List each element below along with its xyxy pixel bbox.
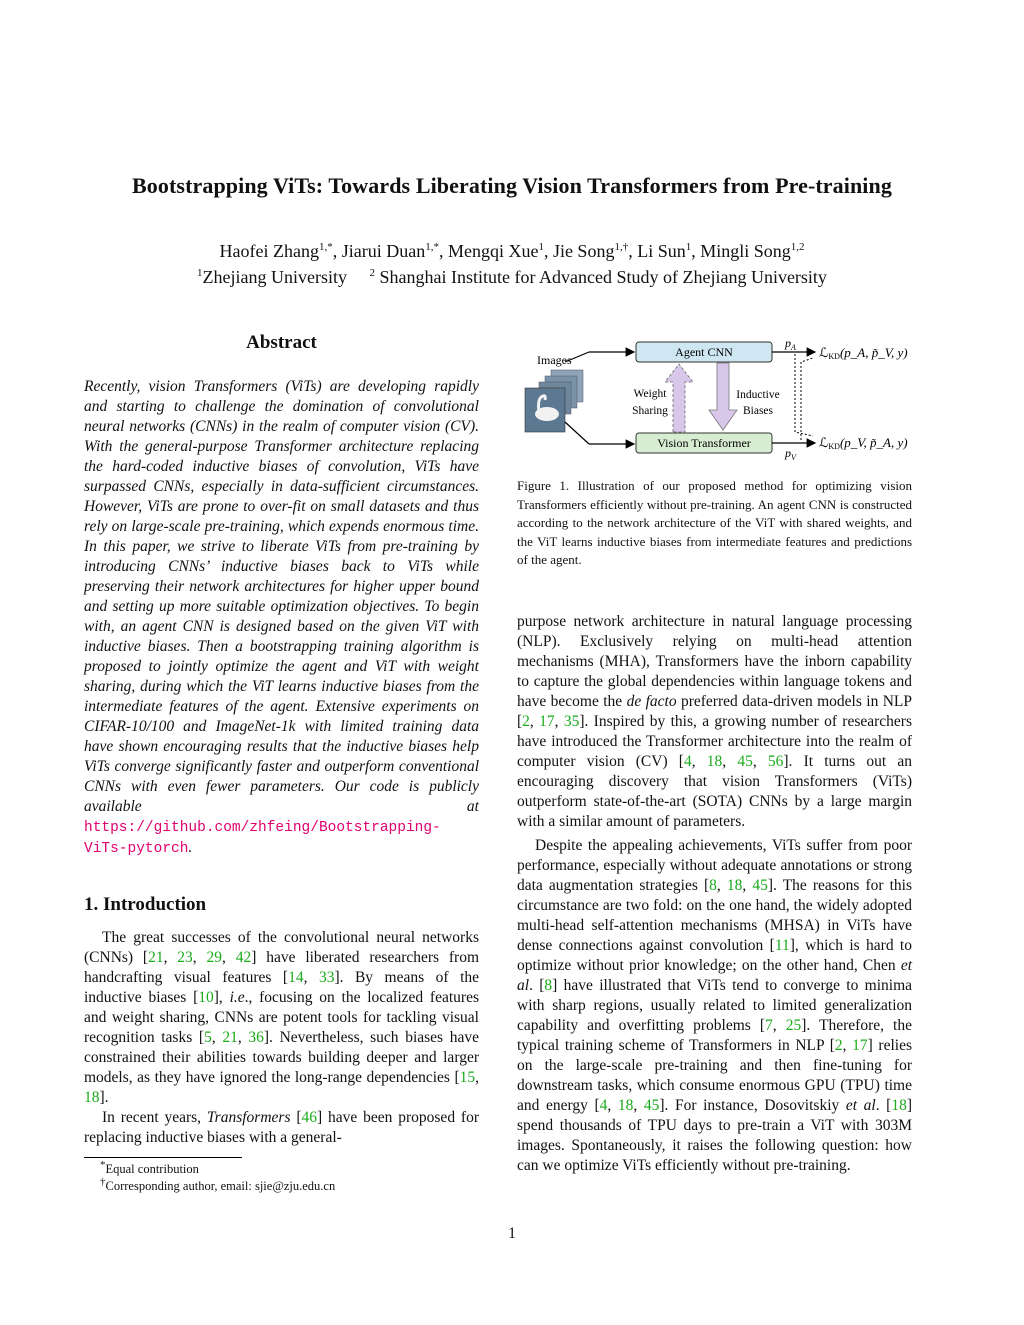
citation-link[interactable]: 33: [318, 969, 335, 986]
citation-link[interactable]: 45: [737, 753, 753, 770]
author-name: Mingli Song: [700, 241, 791, 261]
author-affiliation-mark: 1,*: [318, 241, 333, 253]
citation-link[interactable]: 2: [834, 1037, 843, 1054]
author-name: Li Sun: [637, 241, 686, 261]
intro-left-column: [84, 928, 479, 1148]
footnote-1-mark: *: [100, 1158, 106, 1171]
weight-sharing-arrow: [665, 364, 693, 432]
author-affiliation-mark: 1,2: [790, 241, 805, 253]
footnote-rule: [84, 1157, 242, 1158]
citation-link[interactable]: 21: [148, 949, 164, 966]
italic-text: de facto: [626, 693, 677, 710]
code-link[interactable]: https://github.com/zhfeing/Bootstrapping-ViTs-pytorch: [84, 820, 441, 857]
footnote-2: [100, 1175, 336, 1194]
affiliation-line: [40, 264, 984, 290]
intro-paragraph-1: The great successes of the convolutional neural networks (CNNs) [21, 23, 29, 42] have liberated researchers from handcrafting visual features [14, 33]. By means of the inductive biases [10], i.e., focusing on the localized features and weight sharing, CNNs are potent tools for tackling visual recognition tasks [5, 21, 36]. Nevertheless, such biases have constrained their abilities towards building deeper and larger models, as they have ignored the long-range dependencies [15, 18].: [84, 929, 480, 1106]
abstract-text: Recently, vision Transformers (ViTs) are developing rapidly and starting to challenge the domination of convolutional neural networks (CNNs) in the realm of computer vision (CV). With the general-purpose Transformer architecture replacing the hard-coded inductive biases of convolution, ViTs have surpassed CNNs, especially in data-sufficient circumstances. However, ViTs are prone to over-fit on small datasets and thus rely on large-scale pre-training, which expends enormous time. In this paper, we strive to liberate ViTs from pre-training by introducing CNNs’ inductive biases back to ViTs while preserving their network architectures for higher upper bound and setting up more suitable optimization objectives. To begin with, an agent CNN is designed based on the given ViT with inductive biases. Then a bootstrapping training algorithm is proposed to jointly optimize the agent and ViT with weight sharing, during which the ViT learns inductive biases from the intermediate features of the agent. Extensive experiments on CIFAR-10/100 and ImageNet-1k with limited training data have shown encouraging results that the inductive biases help ViTs converge significantly faster and outperform conventional CNNs with even fewer parameters. Our code is publicly available at: [84, 378, 479, 815]
intro-paragraph-2: In recent years, Transformers [46] have been proposed for replacing inductive biases with a general-: [84, 1109, 479, 1146]
citation-link[interactable]: 42: [235, 949, 252, 966]
aff1-sup: 1: [197, 267, 203, 279]
section-heading-introduction: 1. Introduction: [84, 894, 207, 915]
inductive-label: Inductive: [736, 389, 780, 401]
citation-link[interactable]: 4: [599, 1097, 608, 1114]
citation-link[interactable]: 45: [752, 877, 768, 894]
citation-link[interactable]: 56: [767, 753, 784, 770]
page-number: 1: [508, 1225, 516, 1242]
citation-link[interactable]: 29: [206, 949, 223, 966]
abstract-body: [84, 377, 479, 859]
citation-link[interactable]: 7: [765, 1017, 773, 1034]
weight-label: Weight: [633, 388, 667, 400]
images-label: Images: [537, 353, 572, 367]
loss-top: ℒKD(p_A, p̃_V, y): [819, 345, 908, 361]
citation-link[interactable]: 23: [177, 949, 193, 966]
author-affiliation-mark: 1,*: [425, 241, 439, 253]
pa-label: $p_A$: [785, 336, 796, 352]
citation-link[interactable]: 10: [198, 989, 214, 1006]
citation-link[interactable]: 17: [852, 1037, 868, 1054]
author-name: Haofei Zhang: [219, 241, 319, 261]
author-name: Mengqi Xue: [447, 241, 539, 261]
italic-text: et al: [845, 1097, 876, 1114]
citation-link[interactable]: 18: [617, 1097, 634, 1114]
paper-title: Bootstrapping ViTs: Towards Liberating Vision Transformers from Pre-training: [132, 173, 892, 198]
italic-text: et al: [517, 957, 912, 994]
citation-link[interactable]: 18: [84, 1089, 100, 1106]
agent-cnn-label: Agent CNN: [675, 345, 733, 359]
abstract-end: .: [188, 839, 193, 856]
figure-1-caption: Figure 1. Illustration of our proposed method for optimizing vision Transformers efficiently without pre-training. An agent CNN is constructed according to the network architecture of the ViT with shared weights, and the ViT learns inductive biases from intermediate features and predictions of the agent.: [517, 478, 912, 567]
citation-link[interactable]: 17: [539, 713, 555, 730]
author-affiliation-mark: 1,†: [614, 241, 629, 253]
author-affiliation-mark: 1: [538, 241, 544, 253]
author-name: Jie Song: [552, 241, 615, 261]
citation-link[interactable]: 35: [563, 713, 580, 730]
vit-label: Vision Transformer: [657, 436, 751, 450]
citation-link[interactable]: 2: [522, 713, 530, 730]
citation-link[interactable]: 46: [301, 1109, 317, 1126]
citation-link[interactable]: 5: [204, 1029, 212, 1046]
figure-1-diagram: [517, 332, 927, 462]
aff2-sup: 2: [369, 267, 376, 279]
cross-arrow-up: [801, 358, 813, 440]
aff1: Zhejiang University: [202, 267, 348, 287]
citation-link[interactable]: 25: [785, 1017, 802, 1034]
citation-link[interactable]: 8: [544, 977, 553, 994]
citation-link[interactable]: 15: [459, 1069, 476, 1086]
citation-link[interactable]: 36: [248, 1029, 264, 1046]
cross-arrow-down: [795, 354, 813, 436]
loss-bottom: ℒKD(p_V, p̃_A, y): [819, 435, 908, 451]
sharing-label: Sharing: [632, 405, 668, 417]
pv-label: $p_V$: [785, 446, 796, 462]
citation-link[interactable]: 45: [643, 1097, 660, 1114]
footnote-1-text: Equal contribution: [105, 1162, 199, 1176]
author-line: Haofei Zhang$^{1,*}$, Jiarui Duan$^{1,*}$, Mengqi Xue$^1$, Jie Song$^{1,\dagger}$, Li Sun$^1$, Mingli Song$^{1,2}$: [219, 241, 805, 261]
author-name: Jiarui Duan: [341, 241, 426, 261]
aff2: Shanghai Institute for Advanced Study of Zhejiang University: [379, 267, 827, 287]
author-affiliation-mark: 1: [685, 241, 692, 253]
footnote-1: [100, 1158, 199, 1177]
citation-link[interactable]: 11: [774, 937, 790, 954]
citation-link[interactable]: 18: [726, 877, 743, 894]
citation-link[interactable]: 18: [706, 753, 723, 770]
author-block: [40, 238, 984, 290]
italic-text: i.e: [229, 989, 245, 1006]
citation-link[interactable]: 18: [891, 1097, 907, 1114]
abstract-heading: Abstract: [246, 332, 317, 353]
citation-link[interactable]: 14: [288, 969, 304, 986]
citation-link[interactable]: 4: [683, 753, 692, 770]
citation-link[interactable]: 21: [222, 1029, 238, 1046]
inductive-bias-arrow: [709, 363, 737, 430]
intro-right-column: [517, 612, 912, 1176]
right-paragraph-2: Despite the appealing achievements, ViTs suffer from poor performance, especially without adequate annotations or strong data augmentation strategies [8, 18, 45]. The reasons for this circumstance are two fold: on the one hand, the widely adopted multi-head self-attention mechanisms (MHSA) in ViTs have dense connections against convolution [11], which is hard to optimize without prior knowledge; on the other hand, Chen et al. [8] have illustrated that ViTs tend to converge to minima with sharp regions, usually related to limited generalization capability and overfitting problems [7, 25]. Therefore, the typical training scheme of Transformers in NLP [2, 17] relies on the large-scale pre-training and then fine-tuning for downstream tasks, which consume enormous GPU (TPU) time and energy [4, 18, 45]. For instance, Dosovitskiy et al. [18] spend thousands of TPU days to pre-train a ViT with 303M images. Spontaneously, it raises the following question: how can we optimize ViTs efficiently without pre-training.: [517, 837, 913, 1174]
footnote-2-text: Corresponding author, email: sjie@zju.edu.cn: [105, 1179, 336, 1193]
input-line-bottom: [565, 422, 589, 444]
italic-text: Transformers: [206, 1109, 291, 1126]
right-paragraph-1: purpose network architecture in natural language processing (NLP). Exclusively relying on multi-head attention mechanisms (MHA), Transformers have the inborn capability to capture the global dependencies within language tokens and have become the de facto preferred data-driven models in NLP [2, 17, 35]. Inspired by this, a growing number of researchers have introduced the Transformer architecture into the realm of computer vision (CV) [4, 18, 45, 56]. It turns out an encouraging discovery that vision Transformers (ViTs) outperform state-of-the-art (SOTA) CNNs by a large margin with a similar amount of parameters.: [517, 613, 912, 830]
footnote-2-mark: †: [100, 1175, 106, 1188]
citation-link[interactable]: 8: [709, 877, 717, 894]
biases-label: Biases: [742, 405, 774, 417]
